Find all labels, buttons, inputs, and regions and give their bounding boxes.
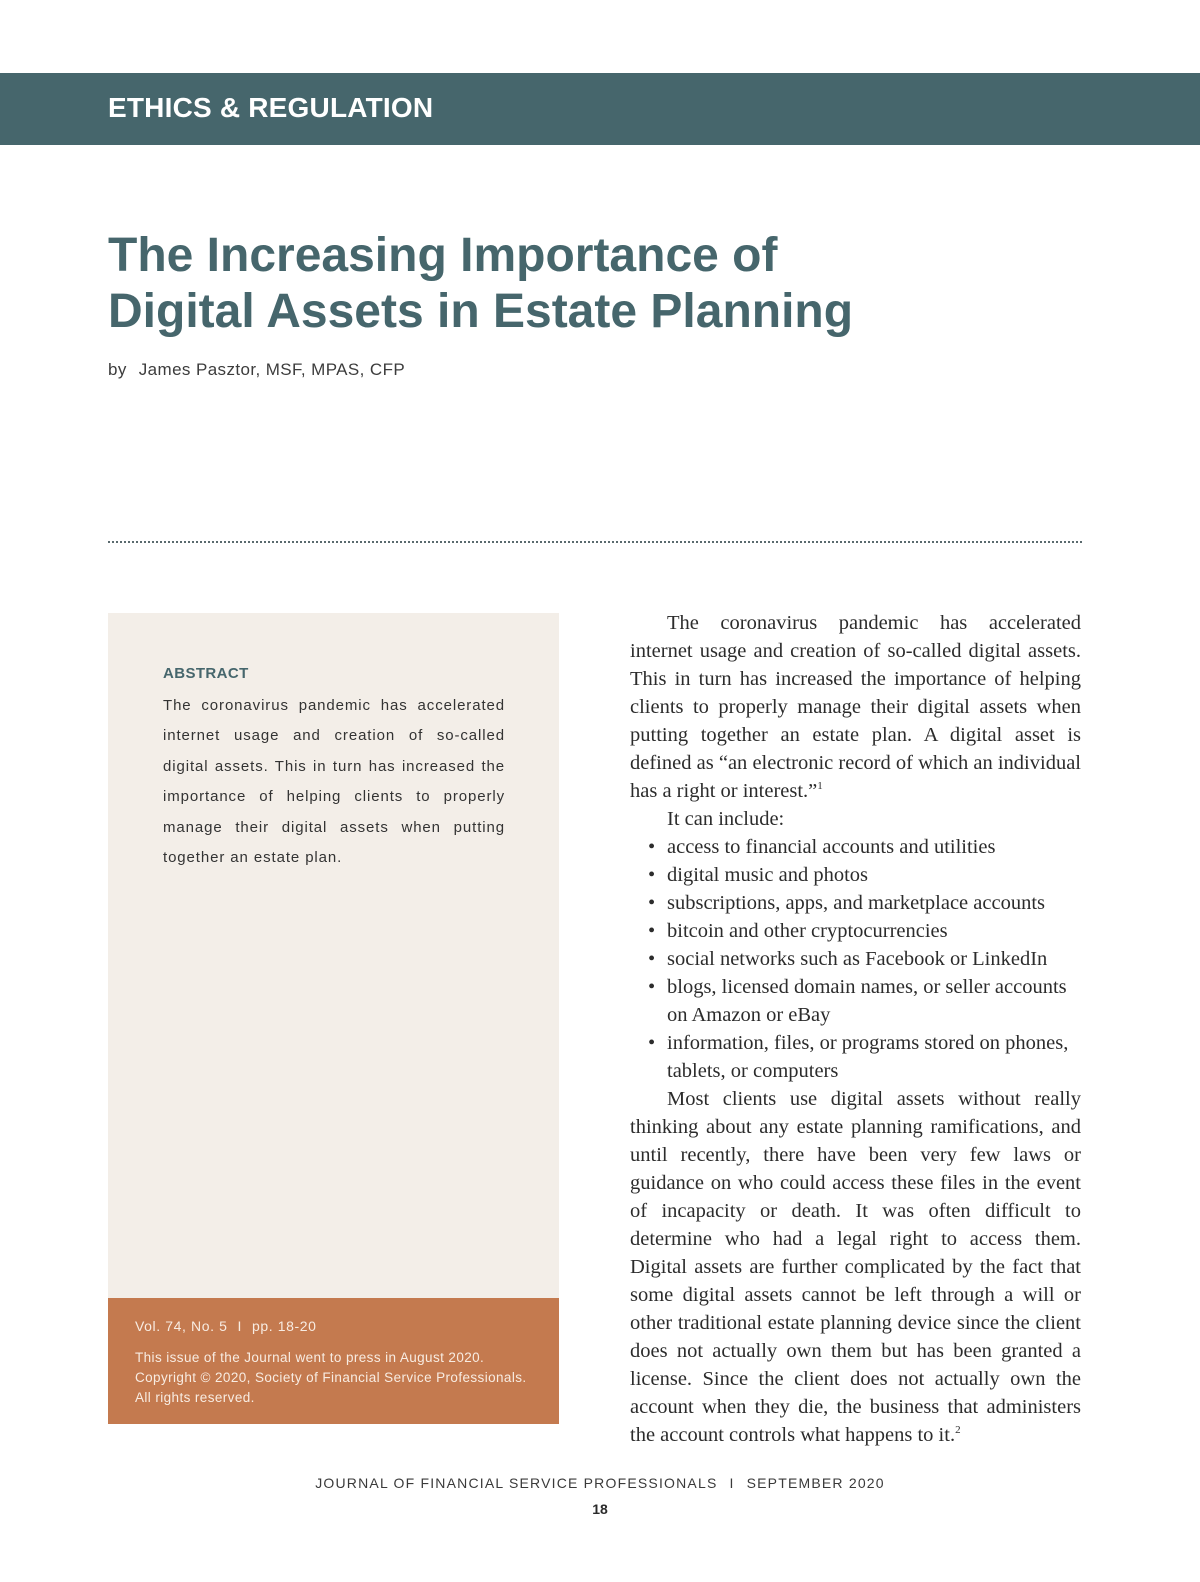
abstract-panel xyxy=(108,613,559,1298)
list-item-text: information, files, or programs stored on phones, tablets, or computers xyxy=(667,1032,1069,1082)
author-name: James Pasztor, MSF, MPAS, CFP xyxy=(138,360,406,379)
issue-date: SEPTEMBER 2020 xyxy=(746,1475,885,1491)
list-item-text: access to financial accounts and utilities xyxy=(667,836,996,858)
press-note-line: All rights reserved. xyxy=(135,1390,255,1405)
list-item xyxy=(630,973,1081,1029)
bullet-icon: • xyxy=(648,976,656,998)
journal-name: JOURNAL OF FINANCIAL SERVICE PROFESSIONALS xyxy=(315,1475,718,1491)
page-range: pp. 18-20 xyxy=(251,1318,317,1334)
dotted-divider xyxy=(108,541,1082,543)
publication-info-box xyxy=(108,1298,559,1424)
article-title xyxy=(108,228,1008,340)
abstract-heading: ABSTRACT xyxy=(163,665,249,682)
body-paragraph xyxy=(630,1085,1081,1449)
section-label: ETHICS & REGULATION xyxy=(108,92,434,123)
volume-line xyxy=(135,1318,317,1334)
list-item-text: social networks such as Facebook or LinkedIn xyxy=(667,948,1048,970)
abstract-text: The coronavirus pandemic has accelerated internet usage and creation of so-called digital assets. This in turn has increased the importance of helping clients to properly manage their digital assets when putting together an estate plan. xyxy=(163,697,505,867)
press-note xyxy=(135,1348,555,1408)
section-band xyxy=(0,73,1200,145)
body-paragraph xyxy=(630,609,1081,805)
asset-list xyxy=(630,833,1081,1085)
list-item-text: subscriptions, apps, and marketplace accounts xyxy=(667,892,1045,914)
bullet-icon: • xyxy=(648,864,656,886)
list-item-text: blogs, licensed domain names, or seller accounts on Amazon or eBay xyxy=(667,976,1067,1026)
body-column xyxy=(630,609,1081,1449)
volume-separator: I xyxy=(237,1318,242,1334)
list-item xyxy=(630,833,1081,861)
bullet-icon: • xyxy=(648,948,656,970)
list-item-text: bitcoin and other cryptocurrencies xyxy=(667,920,948,942)
list-item xyxy=(630,945,1081,973)
press-note-line: This issue of the Journal went to press in August 2020. xyxy=(135,1350,485,1365)
page-footer xyxy=(0,1475,1200,1491)
footnote-ref: 1 xyxy=(817,780,823,792)
footnote-ref: 2 xyxy=(955,1424,961,1436)
volume-number: Vol. 74, No. 5 xyxy=(135,1318,228,1334)
body-paragraph-text: Most clients use digital assets without really thinking about any estate planning ramifications, and until recently, there have been very few laws or guidance on who could access these files in the event of incapacity or death. It was often difficult to determine who had a legal right to access them. Digital assets are further complicated by the fact that some digital assets cannot be left through a will or other traditional estate planning device since the client does not actually own them but has been granted a license. Since the client does not actually own the account when they die, the business that administers the account controls what happens to it. xyxy=(630,1088,1081,1446)
bullet-icon: • xyxy=(648,1032,656,1054)
byline-prefix: by xyxy=(108,360,127,379)
page-number: 18 xyxy=(592,1501,608,1517)
body-paragraph-text: The coronavirus pandemic has accelerated internet usage and creation of so-called digital assets. This in turn has increased the importance of helping clients to properly manage their digital assets when putting together an estate plan. A digital asset is defined as “an electronic record of which an individual has a right or interest.” xyxy=(630,612,1081,802)
bullet-icon: • xyxy=(648,892,656,914)
list-item-text: digital music and photos xyxy=(667,864,868,886)
byline xyxy=(108,360,405,380)
list-item xyxy=(630,861,1081,889)
footer-separator: I xyxy=(729,1475,735,1491)
body-paragraph: It can include: xyxy=(667,808,785,830)
list-item xyxy=(630,1029,1081,1085)
list-item xyxy=(630,917,1081,945)
article-title-line: The Increasing Importance of xyxy=(108,229,778,282)
bullet-icon: • xyxy=(648,836,656,858)
list-item xyxy=(630,889,1081,917)
bullet-icon: • xyxy=(648,920,656,942)
press-note-line: Copyright © 2020, Society of Financial Service Professionals. xyxy=(135,1370,527,1385)
article-title-line: Digital Assets in Estate Planning xyxy=(108,285,854,338)
